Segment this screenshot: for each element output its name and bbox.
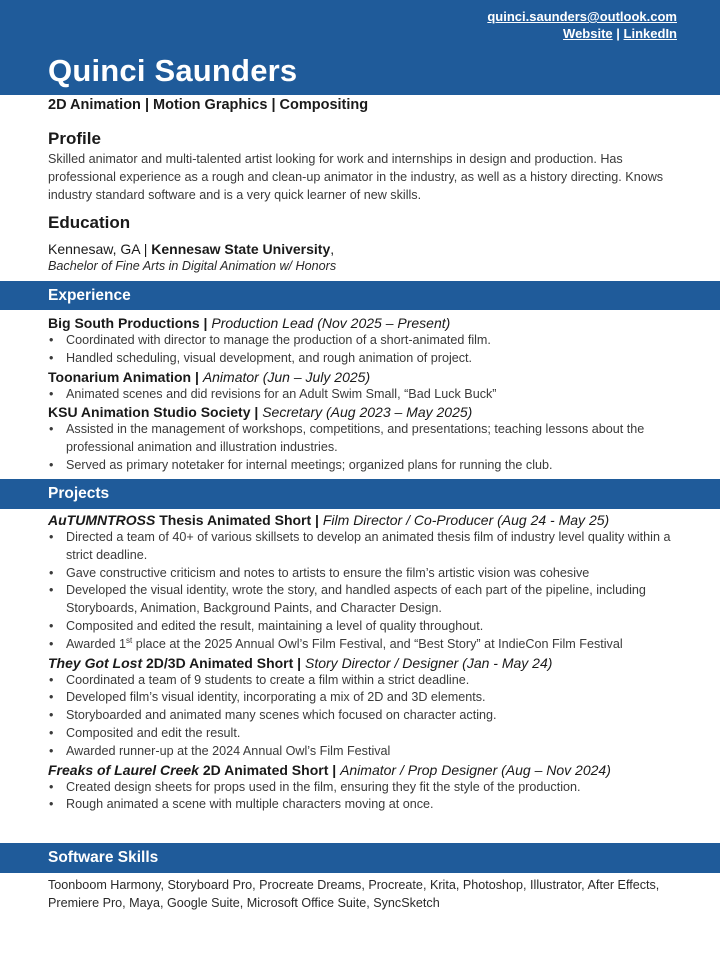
list-item: • Created design sheets for props used in the film, ensuring they fit the style of the production. bbox=[48, 779, 678, 797]
job-role: Animator (Jun – July 2025) bbox=[202, 368, 371, 385]
experience-heading: Experience bbox=[0, 281, 720, 310]
linkedin-link[interactable]: LinkedIn bbox=[623, 26, 677, 41]
candidate-name: Quinci Saunders bbox=[48, 53, 298, 88]
projects-section bbox=[48, 511, 678, 814]
list-item: • Composited and edited the result, maintaining a level of quality throughout. bbox=[48, 618, 678, 636]
list-item: • Animated scenes and did revisions for an Adult Swim Small, “Bad Luck Buck” bbox=[48, 386, 678, 404]
education-section bbox=[48, 212, 678, 275]
education-location: Kennesaw, GA | bbox=[48, 241, 152, 257]
award-ordinal: st bbox=[125, 635, 133, 645]
project-title-italic: AuTUMNTROSS bbox=[48, 512, 156, 528]
tagline: 2D Animation | Motion Graphics | Compositing bbox=[48, 97, 369, 113]
skills-text: Toonboom Harmony, Storyboard Pro, Procreate Dreams, Procreate, Krita, Photoshop, Illustrator, After Effects, Premiere Pro, Maya, Google Suite, Microsoft Office Suite, SyncSketch bbox=[48, 878, 660, 910]
contact-block bbox=[487, 8, 677, 42]
education-heading: Education bbox=[48, 213, 131, 232]
skills-section bbox=[48, 877, 678, 912]
list-item: • Developed film’s visual identity, incorporating a mix of 2D and 3D elements. bbox=[48, 689, 678, 707]
list-item-award bbox=[48, 636, 678, 654]
list-item: • Storyboarded and animated many scenes which focused on character acting. bbox=[48, 707, 678, 725]
project-role: Animator / Prop Designer (Aug – Nov 2024) bbox=[340, 761, 611, 778]
project-entry bbox=[48, 761, 678, 815]
job-entry bbox=[48, 314, 678, 368]
education-line bbox=[48, 240, 678, 258]
list-item: • Coordinated a team of 9 students to create a film within a strict deadline. bbox=[48, 672, 678, 690]
list-item: • Composited and edit the result. bbox=[48, 725, 678, 743]
list-item: • Assisted in the management of workshops, competitions, and presentations; teaching lessons about the professional animation and illustration industries. bbox=[48, 421, 678, 457]
list-item: • Developed the visual identity, wrote the story, and handled aspects of each part of the pipeline, including Storyboards, Animation, Background Paints, and Character Design. bbox=[48, 582, 678, 618]
list-item: • Coordinated with director to manage the production of a short-animated film. bbox=[48, 332, 678, 350]
job-entry bbox=[48, 368, 678, 404]
job-company: Big South Productions | bbox=[48, 315, 212, 331]
project-entry bbox=[48, 511, 678, 654]
education-comma: , bbox=[330, 241, 335, 257]
project-role: Story Director / Designer (Jan - May 24) bbox=[305, 654, 553, 671]
website-link[interactable]: Website bbox=[563, 26, 613, 41]
project-title: 2D Animated Short | bbox=[198, 761, 341, 778]
award-text-post: place at the 2025 Annual Owl’s Film Festival, and “Best Story” at IndieCon Film Festival bbox=[132, 636, 623, 651]
job-company: Toonarium Animation | bbox=[48, 368, 203, 385]
project-title: 2D/3D Animated Short | bbox=[142, 654, 305, 671]
list-item: • Handled scheduling, visual development, and rough animation of project. bbox=[48, 350, 678, 368]
job-role: Secretary (Aug 2023 – May 2025) bbox=[262, 404, 473, 421]
project-title-italic: Freaks of Laurel Creek bbox=[48, 761, 199, 778]
list-item: • Directed a team of 40+ of various skillsets to develop an animated thesis film of industry level quality within a strict deadline. bbox=[48, 529, 678, 565]
projects-heading: Projects bbox=[0, 479, 720, 509]
list-item: • Gave constructive criticism and notes to artists to ensure the film’s artistic vision was cohesive bbox=[48, 565, 678, 583]
list-item: • Served as primary notetaker for internal meetings; organized plans for running the club. bbox=[48, 457, 678, 475]
email-link[interactable]: quinci.saunders@outlook.com bbox=[487, 9, 677, 24]
profile-text: Skilled animator and multi-talented artist looking for work and internships in design and production. Has professional experience as a rough and clean-up animator in the industry, as well as a history directing. Knows industry standard software and is a very quick learner of new skills. bbox=[48, 152, 664, 202]
contact-separator: | bbox=[616, 26, 620, 41]
project-entry bbox=[48, 654, 678, 761]
education-degree: Bachelor of Fine Arts in Digital Animation w/ Honors bbox=[48, 259, 337, 273]
job-entry bbox=[48, 403, 678, 474]
project-title: Thesis Animated Short | bbox=[155, 512, 323, 528]
project-role: Film Director / Co-Producer (Aug 24 - May 25) bbox=[322, 512, 610, 528]
experience-section bbox=[48, 314, 678, 475]
job-company: KSU Animation Studio Society | bbox=[48, 404, 263, 421]
list-item: • Rough animated a scene with multiple characters moving at once. bbox=[48, 796, 678, 814]
skills-heading: Software Skills bbox=[0, 843, 720, 873]
award-text-pre: Awarded 1 bbox=[66, 636, 126, 651]
profile-heading: Profile bbox=[48, 129, 101, 148]
project-title-italic: They Got Lost bbox=[48, 654, 143, 671]
job-role: Production Lead (Nov 2025 – Present) bbox=[211, 315, 451, 331]
list-item: • Awarded runner-up at the 2024 Annual Owl’s Film Festival bbox=[48, 743, 678, 761]
education-school: Kennesaw State University bbox=[151, 241, 331, 257]
profile-section bbox=[48, 128, 678, 204]
